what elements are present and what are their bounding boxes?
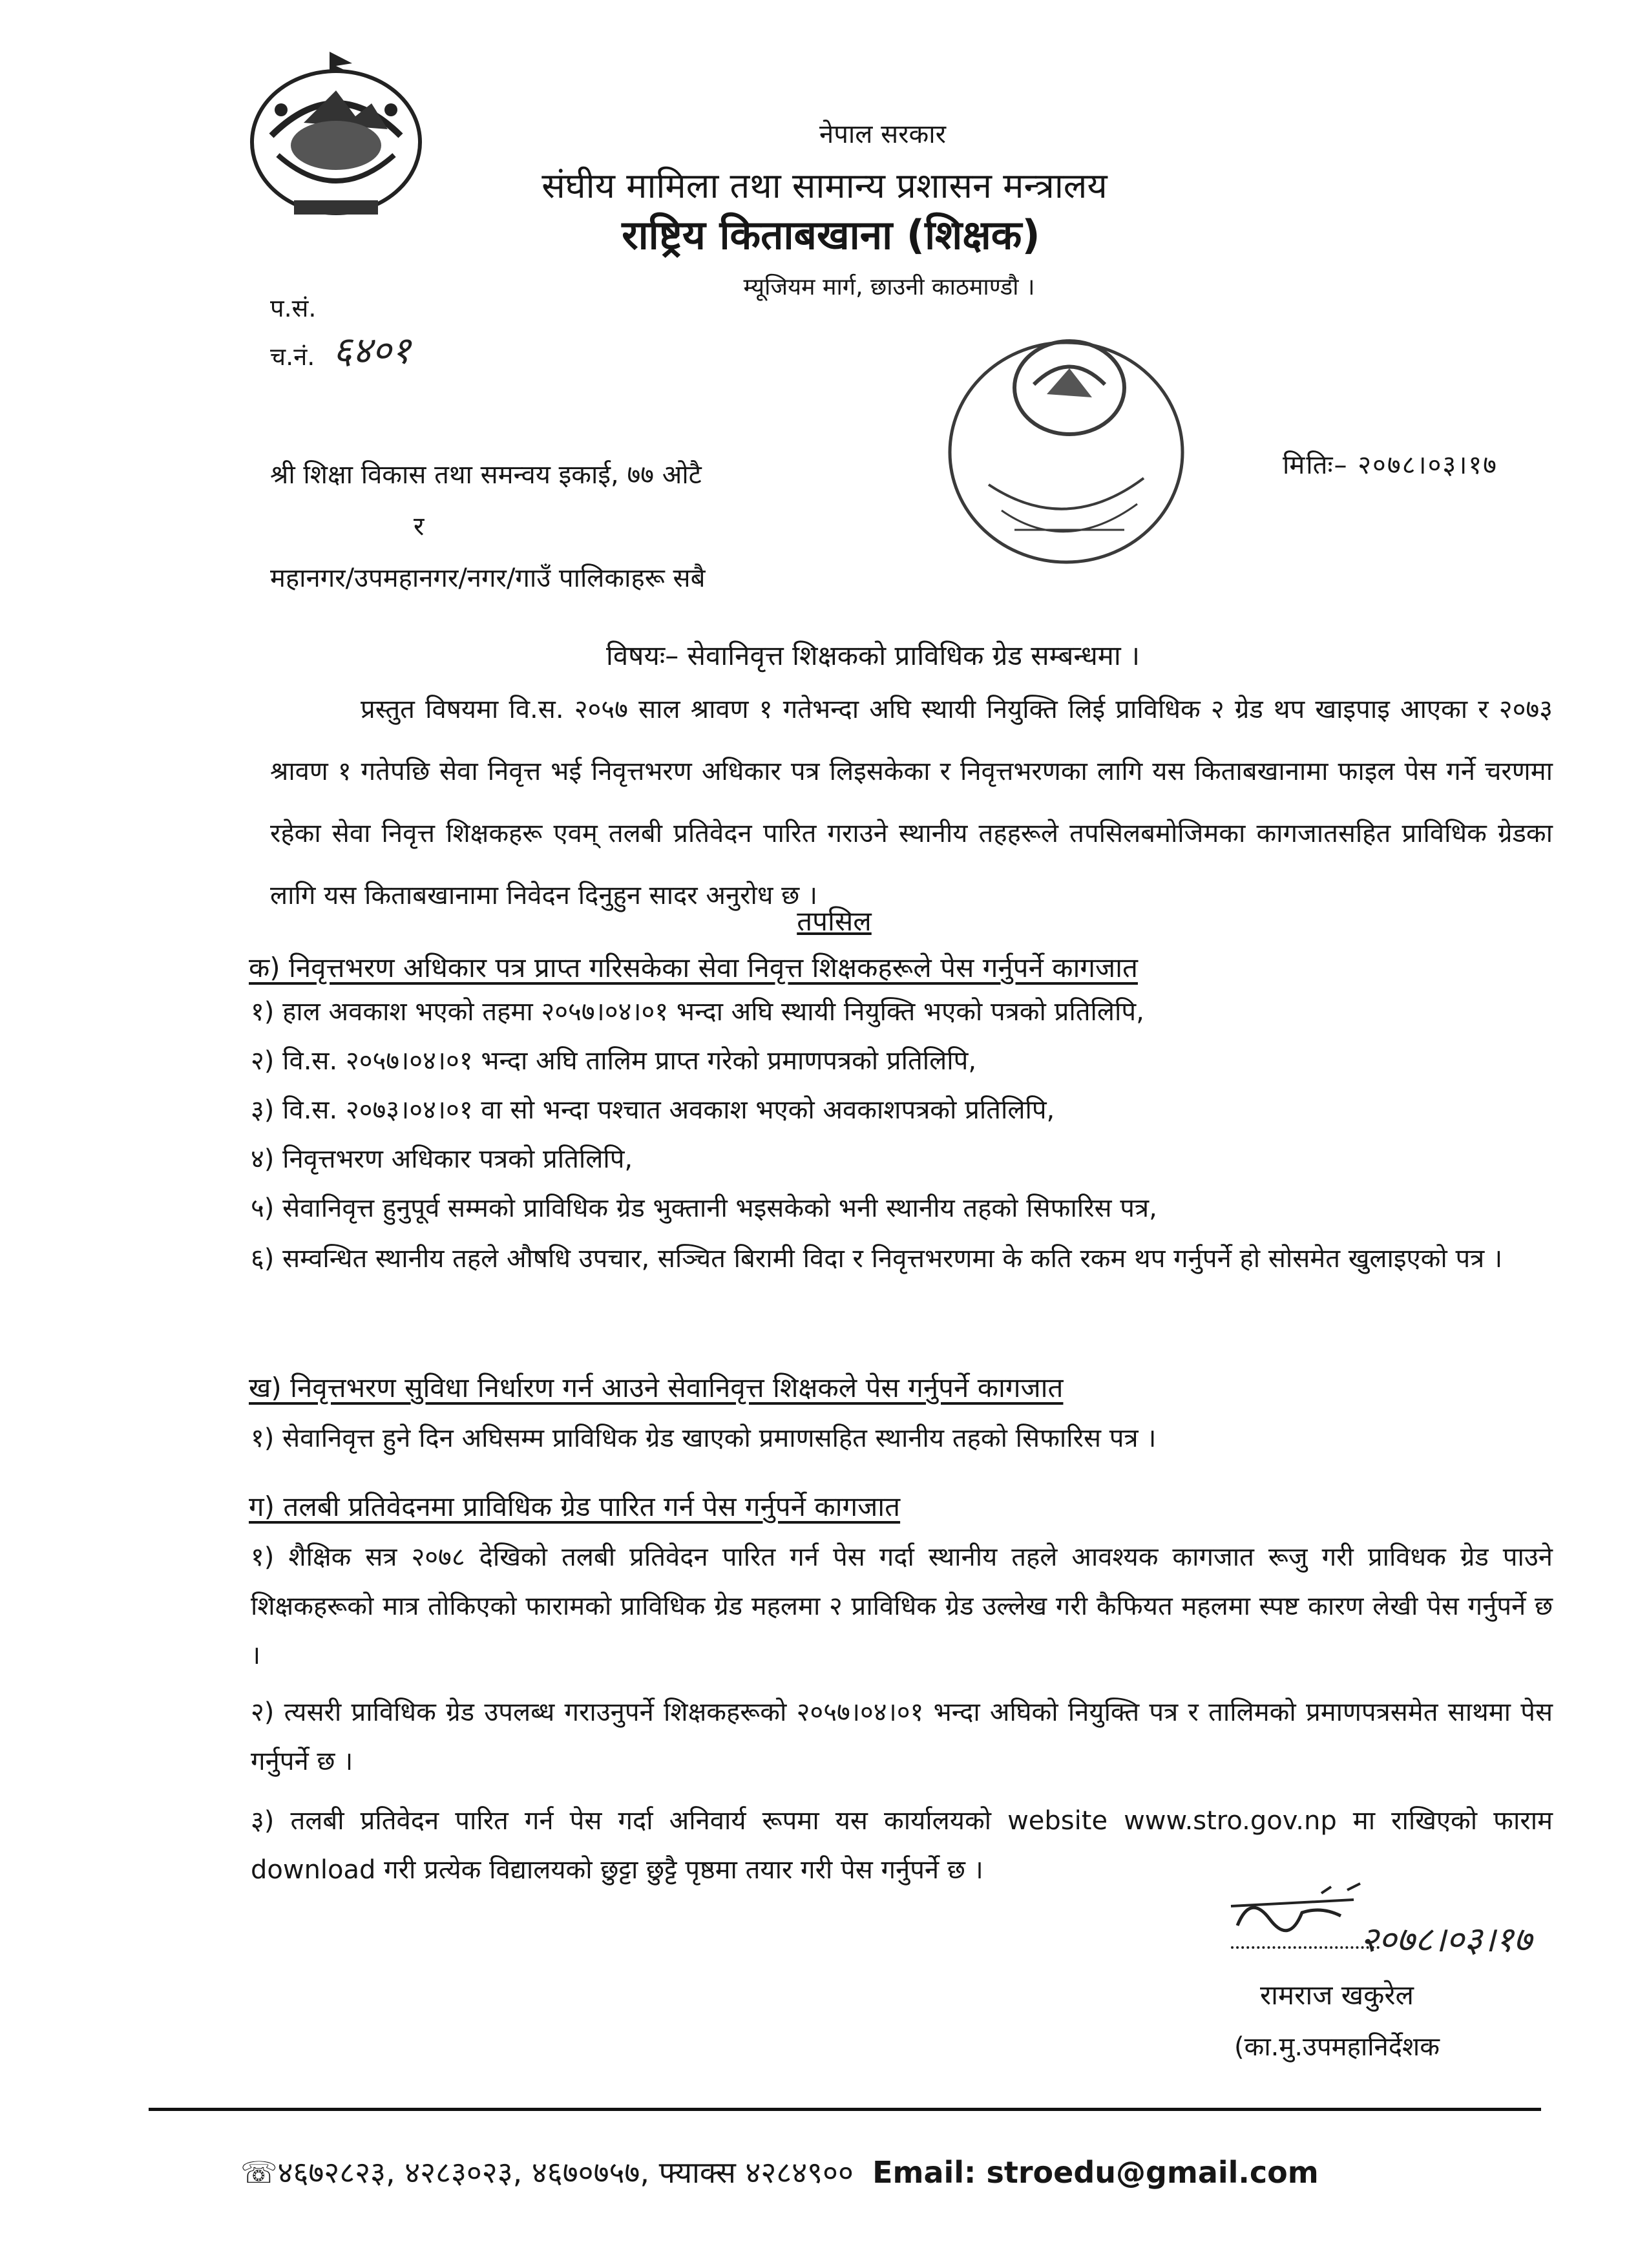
footer-email: Email: stroedu@gmail.com	[872, 2155, 1319, 2190]
section-ga-heading: ग) तलबी प्रतिवेदनमा प्राविधिक ग्रेड पारित गर्न पेस गर्नुपर्ने कागजात	[249, 1491, 901, 1522]
footer-rule	[149, 2108, 1541, 2111]
section-ka-heading: क) निवृत्तभरण अधिकार पत्र प्राप्त गरिसकेका सेवा निवृत्त शिक्षकहरूले पेस गर्नुपर्ने कागजात	[249, 952, 1138, 983]
cn-label: च.नं.	[270, 342, 315, 371]
addressee-line-1: श्री शिक्षा विकास तथा समन्वय इकाई, ७७ ओटै	[270, 460, 702, 490]
section-ka-item-3: ३) वि.स. २०७३।०४।०१ वा सो भन्दा पश्चात अवकाश भएको अवकाशपत्रको प्रतिलिपि,	[251, 1095, 1055, 1125]
footer-phones: ☏४६७२८२३, ४२८३०२३, ४६७०७५७, फ्याक्स ४२८४९००	[240, 2155, 854, 2190]
signatory-title: (का.मु.उपमहानिर्देशक	[1234, 2032, 1440, 2062]
section-ka-item-4: ४) निवृत्तभरण अधिकार पत्रको प्रतिलिपि,	[251, 1144, 633, 1174]
section-ka-item-6: ६) सम्वन्धित स्थानीय तहले औषधि उपचार, सञ्चित बिरामी विदा र निवृत्तभरणमा के कति रकम थप गर्नुपर्ने हो सोसमेत खुलाइएको पत्र ।	[251, 1244, 1503, 1274]
office-address: म्यूजियम मार्ग, छाउनी काठमाण्डौ ।	[743, 274, 1035, 300]
section-ka-item-5: ५) सेवानिवृत्त हुनुपूर्व सम्मको प्राविधिक ग्रेड भुक्तानी भइसकेको भनी स्थानीय तहको सिफारिस पत्र,	[251, 1193, 1157, 1223]
signatory-name: रामराज खकुरेल	[1260, 1979, 1414, 2011]
section-kha-heading: ख) निवृत्तभरण सुविधा निर्धारण गर्न आउने सेवानिवृत्त शिक्षकले पेस गर्नुपर्ने कागजात	[249, 1372, 1064, 1403]
cn-value: ६४०१	[333, 328, 411, 372]
subject-line: विषयः– सेवानिवृत्त शिक्षकको प्राविधिक ग्रेड सम्बन्धमा ।	[605, 640, 1140, 671]
section-ga-item-3: ३) तलबी प्रतिवेदन पारित गर्न पेस गर्दा अनिवार्य रूपमा यस कार्यालयको website www.stro.gov.np मा राखिएको फाराम download गरी प्रत्येक विद्यालयको छुट्टा छुट्टै पृष्ठमा तयार गरी पेस गर्नुपर्ने छ ।	[251, 1806, 1553, 1885]
section-ka-item-2: २) वि.स. २०५७।०४।०१ भन्दा अघि तालिम प्राप्त गरेको प्रमाणपत्रको प्रतिलिपि,	[251, 1046, 977, 1076]
body-paragraph: प्रस्तुत विषयमा वि.स. २०५७ साल श्रावण १ गतेभन्दा अघि स्थायी नियुक्ति लिई प्राविधिक २ ग्रेड थप खाइपाइ आएका र २०७३ श्रावण १ गतेपछि सेवा निवृत्त भई निवृत्तभरण अधिकार पत्र लिइसकेका र निवृत्तभरणका लागि यस किताबखानामा फाइल पेस गर्ने चरणमा रहेका सेवा निवृत्त शिक्षकहरू एवम् तलबी प्रतिवेदन पारित गराउने स्थानीय तहहरूले तपसिलबमोजिमका कागजातसहित प्राविधिक ग्रेडका लागि यस किताबखानामा निवेदन दिनुहुन सादर अनुरोध छ ।	[270, 695, 1553, 910]
addressee-line-2: र	[414, 512, 425, 541]
ps-label: प.सं.	[270, 294, 317, 322]
section-ka-item-1: १) हाल अवकाश भएको तहमा २०५७।०४।०१ भन्दा अघि स्थायी नियुक्ति भएको पत्रको प्रतिलिपि,	[251, 997, 1144, 1027]
letter-date: मितिः– २०७८।०३।१७	[1283, 450, 1498, 480]
footer-contact	[240, 2152, 1319, 2192]
signature-line	[1231, 1946, 1380, 1949]
section-ga-item-2: २) त्यसरी प्राविधिक ग्रेड उपलब्ध गराउनुपर्ने शिक्षकहरूको २०५७।०४।०१ भन्दा अघिको नियुक्ति पत्र र तालिमको प्रमाणपत्रसमेत साथमा पेस गर्नुपर्ने छ ।	[251, 1697, 1553, 1776]
section-ga-item-1: १) शैक्षिक सत्र २०७८ देखिको तलबी प्रतिवेदन पारित गर्न पेस गर्दा स्थानीय तहले आवश्यक कागजात रूजु गरी प्राविधक ग्रेड पाउने शिक्षकहरूको मात्र तोकिएको फारामको प्राविधिक ग्रेड महलमा २ प्राविधिक ग्रेड उल्लेख गरी कैफियत महलमा स्पष्ट कारण लेखी पेस गर्नुपर्ने छ ।	[251, 1542, 1553, 1670]
section-kha-item-1: १) सेवानिवृत्त हुने दिन अघिसम्म प्राविधिक ग्रेड खाएको प्रमाणसहित स्थानीय तहको सिफारिस पत्र ।	[251, 1423, 1157, 1453]
addressee-line-3: महानगर/उपमहानगर/नगर/गाउँ पालिकाहरू सबै	[270, 563, 706, 593]
ministry-name: संघीय मामिला तथा सामान्य प्रशासन मन्त्रालय	[541, 165, 1108, 206]
office-seal-stamp	[930, 317, 1202, 588]
office-name: राष्ट्रिय किताबखाना (शिक्षक)	[622, 211, 1040, 258]
signature-date: २०७८।०३।१७	[1360, 1919, 1532, 1960]
government-name: नेपाल सरकार	[819, 120, 946, 149]
tapasil-heading: तपसिल	[797, 905, 872, 937]
